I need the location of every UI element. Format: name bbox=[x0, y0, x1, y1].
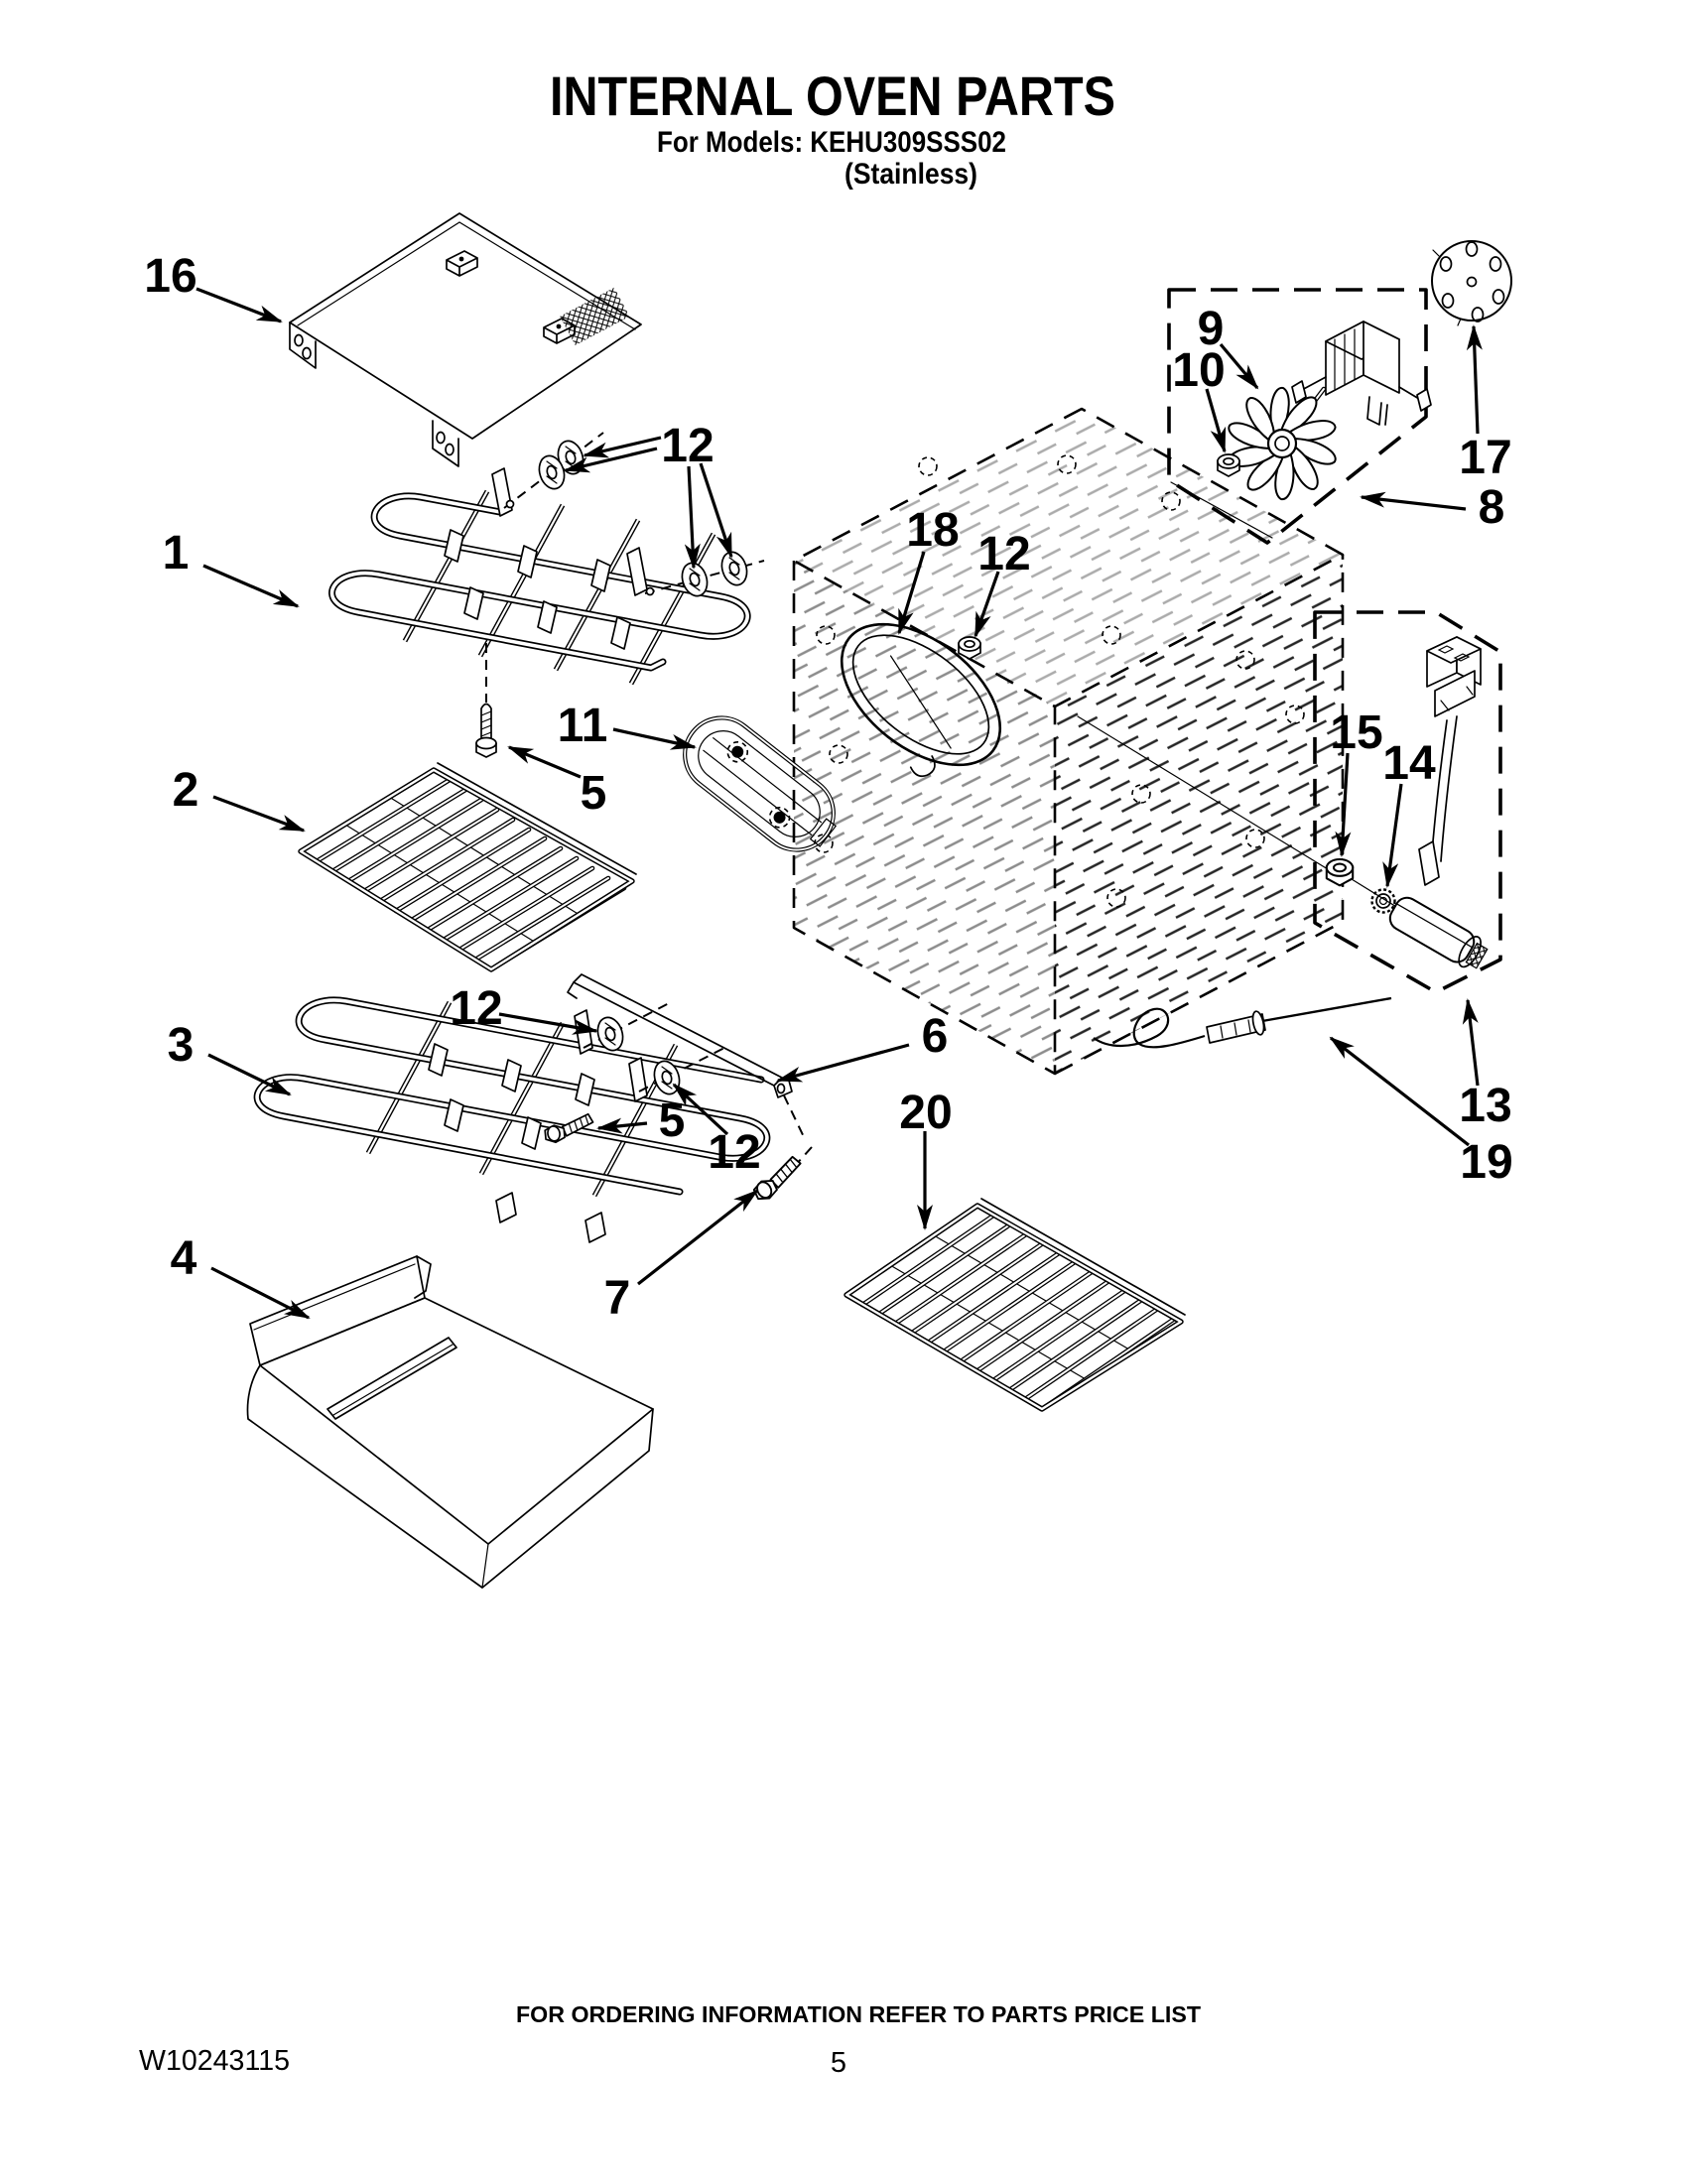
callout-label-15: 15 bbox=[1330, 707, 1383, 759]
callout-label-18: 18 bbox=[906, 504, 960, 557]
callout-label-8: 8 bbox=[1478, 481, 1505, 534]
callout-label-12: 12 bbox=[708, 1126, 761, 1179]
part-oven-sensor bbox=[1385, 637, 1490, 973]
screw-5 bbox=[476, 705, 496, 758]
callout-label-12: 12 bbox=[661, 420, 714, 472]
callout-label-3: 3 bbox=[167, 1019, 195, 1072]
part-oven-rack-20 bbox=[846, 1199, 1185, 1409]
part-fan-motor-9 bbox=[1290, 321, 1431, 434]
callout-label-11: 11 bbox=[557, 700, 608, 752]
part-broil-element-1 bbox=[332, 433, 764, 757]
lock-washer-14 bbox=[1372, 890, 1395, 913]
callout-4 bbox=[171, 1232, 309, 1318]
callout-label-5: 5 bbox=[580, 767, 607, 820]
part-bake-element-3 bbox=[257, 1000, 767, 1242]
callout-label-6: 6 bbox=[921, 1010, 949, 1063]
callout-label-5: 5 bbox=[658, 1094, 686, 1147]
callout-label-10: 10 bbox=[1172, 344, 1226, 397]
callout-12-bake-right bbox=[674, 1085, 761, 1179]
oven-cavity bbox=[794, 409, 1419, 1074]
finish-subtitle: (Stainless) bbox=[844, 158, 977, 191]
callout-12-bake-left bbox=[450, 982, 596, 1035]
callout-8 bbox=[1362, 481, 1504, 534]
document-number: W10243115 bbox=[139, 2045, 290, 2077]
callout-label-20: 20 bbox=[899, 1087, 953, 1139]
callout-label-14: 14 bbox=[1382, 737, 1436, 790]
callout-label-4: 4 bbox=[170, 1232, 197, 1285]
callout-10 bbox=[1172, 344, 1225, 451]
fan-blade-9 bbox=[1226, 388, 1339, 499]
page-title: INTERNAL OVEN PARTS bbox=[550, 64, 1115, 127]
nut-10 bbox=[1218, 454, 1239, 476]
part-fan-plate-17 bbox=[1432, 241, 1511, 325]
title-block bbox=[550, 64, 1115, 191]
callout-label-2: 2 bbox=[172, 764, 199, 817]
part-top-panel-16 bbox=[290, 213, 641, 466]
callout-label-7: 7 bbox=[603, 1272, 631, 1325]
callout-1 bbox=[163, 527, 298, 606]
callout-6 bbox=[778, 1010, 948, 1081]
callout-label-16: 16 bbox=[144, 250, 197, 303]
callout-label-1: 1 bbox=[162, 527, 190, 579]
callout-11 bbox=[558, 700, 695, 752]
callout-5-upper bbox=[509, 747, 606, 820]
callout-label-12: 12 bbox=[450, 982, 503, 1035]
part-bottom-pan-4 bbox=[248, 1256, 654, 1588]
page-number: 5 bbox=[830, 2047, 847, 2079]
callout-label-17: 17 bbox=[1459, 432, 1512, 484]
washer-12 bbox=[717, 549, 750, 588]
callout-13 bbox=[1459, 1000, 1511, 1132]
nut-15 bbox=[1327, 859, 1353, 885]
element-hanger-tabs bbox=[496, 1193, 605, 1242]
callout-7 bbox=[604, 1191, 757, 1325]
callout-16 bbox=[144, 250, 281, 321]
callout-label-13: 13 bbox=[1459, 1080, 1512, 1132]
callout-17 bbox=[1459, 326, 1511, 484]
callout-label-19: 19 bbox=[1460, 1136, 1513, 1189]
nut-12 bbox=[959, 637, 980, 659]
callout-label-12: 12 bbox=[977, 528, 1031, 580]
callout-label-9: 9 bbox=[1197, 303, 1225, 355]
panel-clip bbox=[447, 251, 477, 276]
models-subtitle: For Models: KEHU309SSS02 bbox=[657, 126, 1006, 159]
footer-note: FOR ORDERING INFORMATION REFER TO PARTS PRICE LIST bbox=[516, 2001, 1201, 2027]
callout-20 bbox=[899, 1087, 952, 1228]
footer bbox=[139, 2001, 1201, 2079]
terminal-plate bbox=[627, 548, 647, 595]
callout-2 bbox=[173, 764, 304, 831]
